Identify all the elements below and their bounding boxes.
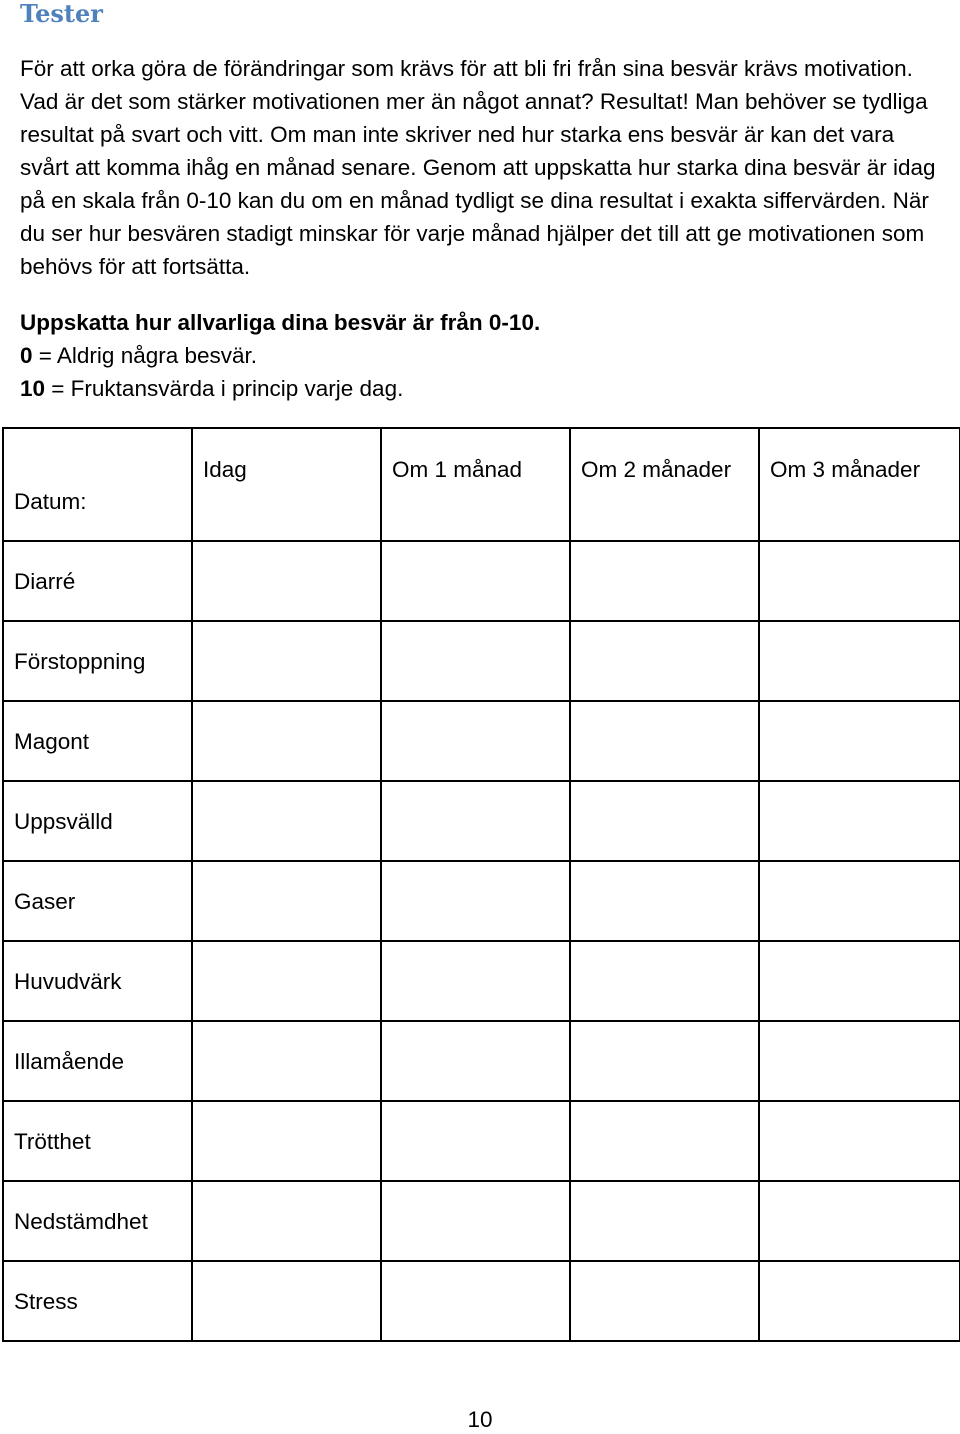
page-number: 10 xyxy=(467,1407,493,1432)
rating-cell[interactable] xyxy=(570,941,759,1021)
rating-cell[interactable] xyxy=(192,621,381,701)
rating-cell[interactable] xyxy=(759,621,960,701)
rating-cell[interactable] xyxy=(570,1181,759,1261)
symptom-label: Magont xyxy=(3,701,192,781)
symptom-label: Diarré xyxy=(3,541,192,621)
page-heading: Tester xyxy=(20,0,103,28)
rating-cell[interactable] xyxy=(192,701,381,781)
table-row xyxy=(3,1261,960,1341)
header-om-3-manader: Om 3 månader xyxy=(759,428,960,541)
rating-cell[interactable] xyxy=(570,621,759,701)
rating-cell[interactable] xyxy=(759,1261,960,1341)
rating-cell[interactable] xyxy=(570,1261,759,1341)
symptom-label: Förstoppning xyxy=(3,621,192,701)
rating-cell[interactable] xyxy=(759,1181,960,1261)
rating-cell[interactable] xyxy=(381,1261,570,1341)
rating-cell[interactable] xyxy=(759,541,960,621)
symptom-label: Huvudvärk xyxy=(3,941,192,1021)
scale-high-line xyxy=(20,372,940,405)
table-row xyxy=(3,1101,960,1181)
scale-low-text: = Aldrig några besvär. xyxy=(32,343,258,368)
intro-paragraph: För att orka göra de förändringar som krävs för att bli fri från sina besvär krävs motivation. Vad är det som stärker motivationen mer än något annat? Resultat! Man behöver se tydliga resultat på svart och vitt. Om man inte skriver ned hur starka ens besvär är kan det vara svårt att komma ihåg en månad senare. Genom att uppskatta hur starka dina besvär är idag på en skala från 0-10 kan du om en månad tydligt se dina resultat i exakta siffervärden. När du ser hur besvären stadigt minskar för varje månad hjälper det till att ge motivationen som behövs för att fortsätta. xyxy=(20,56,936,279)
rating-cell[interactable] xyxy=(192,1021,381,1101)
rating-cell[interactable] xyxy=(759,1101,960,1181)
rating-cell[interactable] xyxy=(759,701,960,781)
table-row xyxy=(3,1181,960,1261)
rating-cell[interactable] xyxy=(570,541,759,621)
rating-cell[interactable] xyxy=(381,1181,570,1261)
symptom-label: Uppsvälld xyxy=(3,781,192,861)
rating-cell[interactable] xyxy=(381,541,570,621)
header-idag: Idag xyxy=(192,428,381,541)
header-datum: Datum: xyxy=(3,428,192,541)
rating-cell[interactable] xyxy=(192,1261,381,1341)
rating-cell[interactable] xyxy=(759,781,960,861)
rating-cell[interactable] xyxy=(381,1101,570,1181)
table-header-row xyxy=(3,428,960,541)
rating-cell[interactable] xyxy=(570,1101,759,1181)
rating-cell[interactable] xyxy=(381,861,570,941)
rating-cell[interactable] xyxy=(759,861,960,941)
rating-cell[interactable] xyxy=(381,1021,570,1101)
rating-cell[interactable] xyxy=(759,1021,960,1101)
scale-high-text: = Fruktansvärda i princip varje dag. xyxy=(45,376,404,401)
table-row xyxy=(3,701,960,781)
rating-cell[interactable] xyxy=(570,1021,759,1101)
rating-cell[interactable] xyxy=(192,541,381,621)
header-om-1-manad: Om 1 månad xyxy=(381,428,570,541)
scale-low-value: 0 xyxy=(20,343,33,368)
rating-cell[interactable] xyxy=(381,621,570,701)
table-row xyxy=(3,621,960,701)
symptom-label: Trötthet xyxy=(3,1101,192,1181)
table-row xyxy=(3,781,960,861)
table-row xyxy=(3,541,960,621)
rating-cell[interactable] xyxy=(381,781,570,861)
rating-cell[interactable] xyxy=(381,941,570,1021)
table-row xyxy=(3,1021,960,1101)
rating-cell[interactable] xyxy=(381,701,570,781)
rating-cell[interactable] xyxy=(192,1181,381,1261)
symptom-label: Stress xyxy=(3,1261,192,1341)
scale-title: Uppskatta hur allvarliga dina besvär är från 0-10. xyxy=(20,310,541,335)
table-row xyxy=(3,861,960,941)
header-om-2-manader: Om 2 månader xyxy=(570,428,759,541)
rating-cell[interactable] xyxy=(192,781,381,861)
symptom-label: Nedstämdhet xyxy=(3,1181,192,1261)
scale-high-value: 10 xyxy=(20,376,46,401)
scale-instructions xyxy=(20,306,940,405)
symptom-label: Illamående xyxy=(3,1021,192,1101)
rating-cell[interactable] xyxy=(759,941,960,1021)
rating-cell[interactable] xyxy=(192,1101,381,1181)
symptom-tracker-table xyxy=(2,427,960,1342)
table-row xyxy=(3,941,960,1021)
rating-cell[interactable] xyxy=(570,861,759,941)
symptom-label: Gaser xyxy=(3,861,192,941)
rating-cell[interactable] xyxy=(570,701,759,781)
rating-cell[interactable] xyxy=(570,781,759,861)
rating-cell[interactable] xyxy=(192,861,381,941)
scale-low-line xyxy=(20,339,940,372)
rating-cell[interactable] xyxy=(192,941,381,1021)
